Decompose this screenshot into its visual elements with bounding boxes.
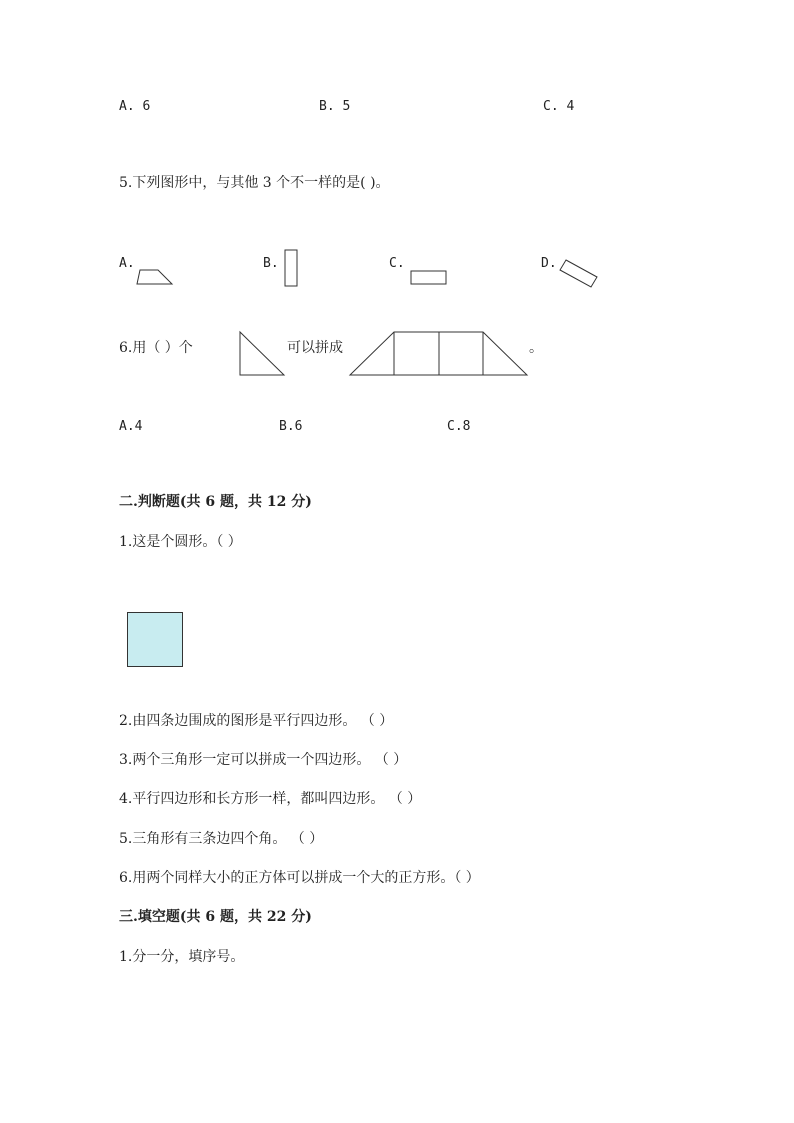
trapezoid-shape (136, 268, 176, 288)
q5-label-c: C. (389, 256, 405, 271)
judgement-item-6: 6.用两个同样大小的正方体可以拼成一个大的正方形。（ ） (119, 870, 480, 886)
section3-heading: 三.填空题(共 6 题，共 22 分) (119, 909, 312, 925)
q6-text-part3: 。 (529, 340, 543, 356)
tall-rectangle-shape (283, 248, 301, 288)
wide-rectangle-shape (409, 268, 449, 288)
q6-option-c: C.8 (447, 419, 471, 434)
q5-label-b: B. (263, 256, 279, 271)
judgement-item-3: 3.两个三角形一定可以拼成一个四边形。 （ ） (119, 752, 408, 768)
right-triangle-shape (237, 330, 287, 378)
q6-text-part1: 6.用（ ）个 (119, 340, 193, 356)
q6-option-a: A.4 (119, 419, 143, 434)
judgement-item-5: 5.三角形有三条边四个角。 （ ） (119, 831, 324, 847)
judgement-item-4: 4.平行四边形和长方形一样，都叫四边形。 （ ） (119, 791, 422, 807)
composite-trapezoid-shape (349, 330, 529, 378)
q4-option-b: B. 5 (319, 99, 351, 114)
judgement-item-2: 2.由四条边围成的图形是平行四边形。 （ ） (119, 713, 394, 729)
tilted-rectangle-shape (558, 254, 602, 292)
q6-option-b: B.6 (279, 419, 303, 434)
q5-label-a: A. (119, 256, 135, 271)
q6-text-part2: 可以拼成 (287, 340, 343, 356)
section2-heading: 二.判断题(共 6 题，共 12 分) (119, 494, 312, 510)
q5-label-d: D. (541, 256, 557, 271)
q4-option-c: C. 4 (543, 99, 575, 114)
judgement-item-1: 1.这是个圆形。（ ） (119, 534, 242, 550)
light-blue-square (127, 612, 183, 667)
q4-option-a: A. 6 (119, 99, 151, 114)
fill-item-1: 1.分一分，填序号。 (119, 949, 245, 965)
q5-question: 5.下列图形中，与其他 3 个不一样的是( )。 (119, 175, 390, 191)
